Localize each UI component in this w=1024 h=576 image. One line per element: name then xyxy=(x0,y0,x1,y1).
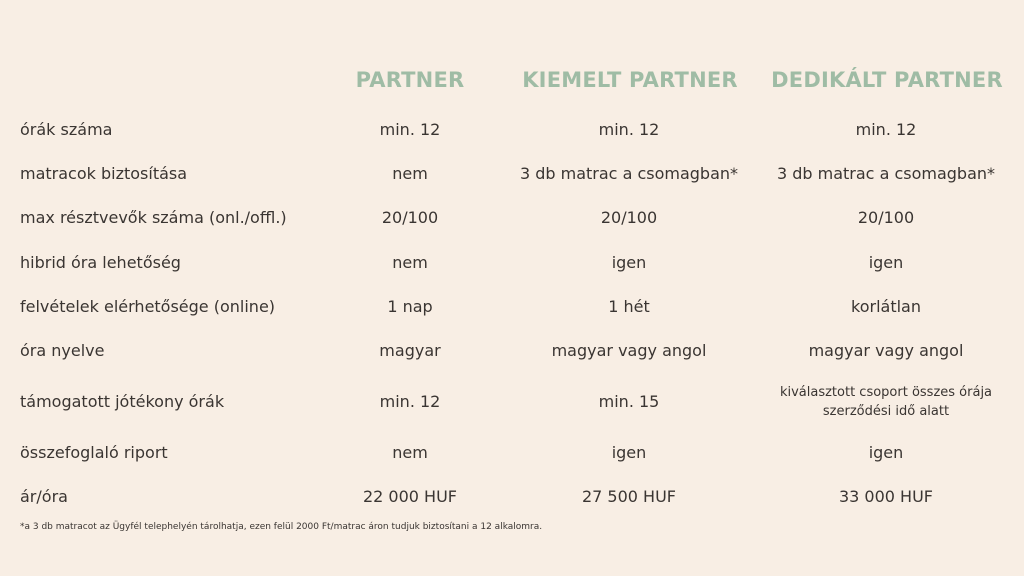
cell-kiemelt: 1 hét xyxy=(608,297,650,316)
cell-dedikalt: min. 12 xyxy=(855,120,917,139)
table-row xyxy=(0,387,1024,417)
table-row xyxy=(0,292,1024,322)
table-row xyxy=(0,115,1024,145)
cell-partner: 22 000 HUF xyxy=(362,487,457,506)
row-label: matracok biztosítása xyxy=(20,164,188,183)
cell-kiemelt: magyar vagy angol xyxy=(551,341,707,360)
column-header-dedikalt-partner: DEDIKÁLT PARTNER xyxy=(771,68,1003,92)
cell-dedikalt: korlátlan xyxy=(851,297,921,316)
cell-dedikalt: kiválasztott csoport összes órája szerződési idő alatt xyxy=(779,385,993,419)
row-label: felvételek elérhetősége (online) xyxy=(20,297,276,316)
cell-partner: min. 12 xyxy=(379,392,441,411)
footnote: *a 3 db matracot az Ügyfél telephelyén tárolhatja, ezen felül 2000 Ft/matrac áron tudjuk biztosítani a 12 alkalomra. xyxy=(20,522,543,532)
row-label: max résztvevők száma (onl./offl.) xyxy=(20,208,287,227)
cell-partner: nem xyxy=(392,164,428,183)
cell-dedikalt: 3 db matrac a csomagban* xyxy=(776,164,996,183)
column-header-kiemelt-partner: KIEMELT PARTNER xyxy=(522,68,738,92)
cell-kiemelt: 27 500 HUF xyxy=(581,487,676,506)
cell-kiemelt: min. 15 xyxy=(598,392,660,411)
cell-partner: min. 12 xyxy=(379,120,441,139)
cell-kiemelt: 20/100 xyxy=(600,208,658,227)
cell-partner: 20/100 xyxy=(381,208,439,227)
cell-dedikalt: 20/100 xyxy=(857,208,915,227)
row-label: óra nyelve xyxy=(20,341,105,360)
row-label: összefoglaló riport xyxy=(20,443,168,462)
cell-partner: nem xyxy=(392,443,428,462)
table-row xyxy=(0,248,1024,278)
cell-partner: nem xyxy=(392,253,428,272)
cell-kiemelt: min. 12 xyxy=(598,120,660,139)
row-label: támogatott jótékony órák xyxy=(20,392,225,411)
cell-kiemelt: igen xyxy=(611,443,647,462)
cell-dedikalt: igen xyxy=(868,253,904,272)
cell-dedikalt: magyar vagy angol xyxy=(808,341,964,360)
table-row xyxy=(0,482,1024,512)
cell-dedikalt: 33 000 HUF xyxy=(838,487,933,506)
table-row xyxy=(0,203,1024,233)
cell-partner: 1 nap xyxy=(387,297,433,316)
table-header xyxy=(0,68,1024,98)
row-label: órák száma xyxy=(20,120,113,139)
cell-partner: magyar xyxy=(379,341,441,360)
column-header-partner: PARTNER xyxy=(355,68,465,92)
table-row xyxy=(0,336,1024,366)
table-row xyxy=(0,438,1024,468)
cell-dedikalt: igen xyxy=(868,443,904,462)
row-label: hibrid óra lehetőség xyxy=(20,253,181,272)
row-label: ár/óra xyxy=(20,487,68,506)
cell-kiemelt: 3 db matrac a csomagban* xyxy=(519,164,739,183)
cell-kiemelt: igen xyxy=(611,253,647,272)
table-row xyxy=(0,159,1024,189)
